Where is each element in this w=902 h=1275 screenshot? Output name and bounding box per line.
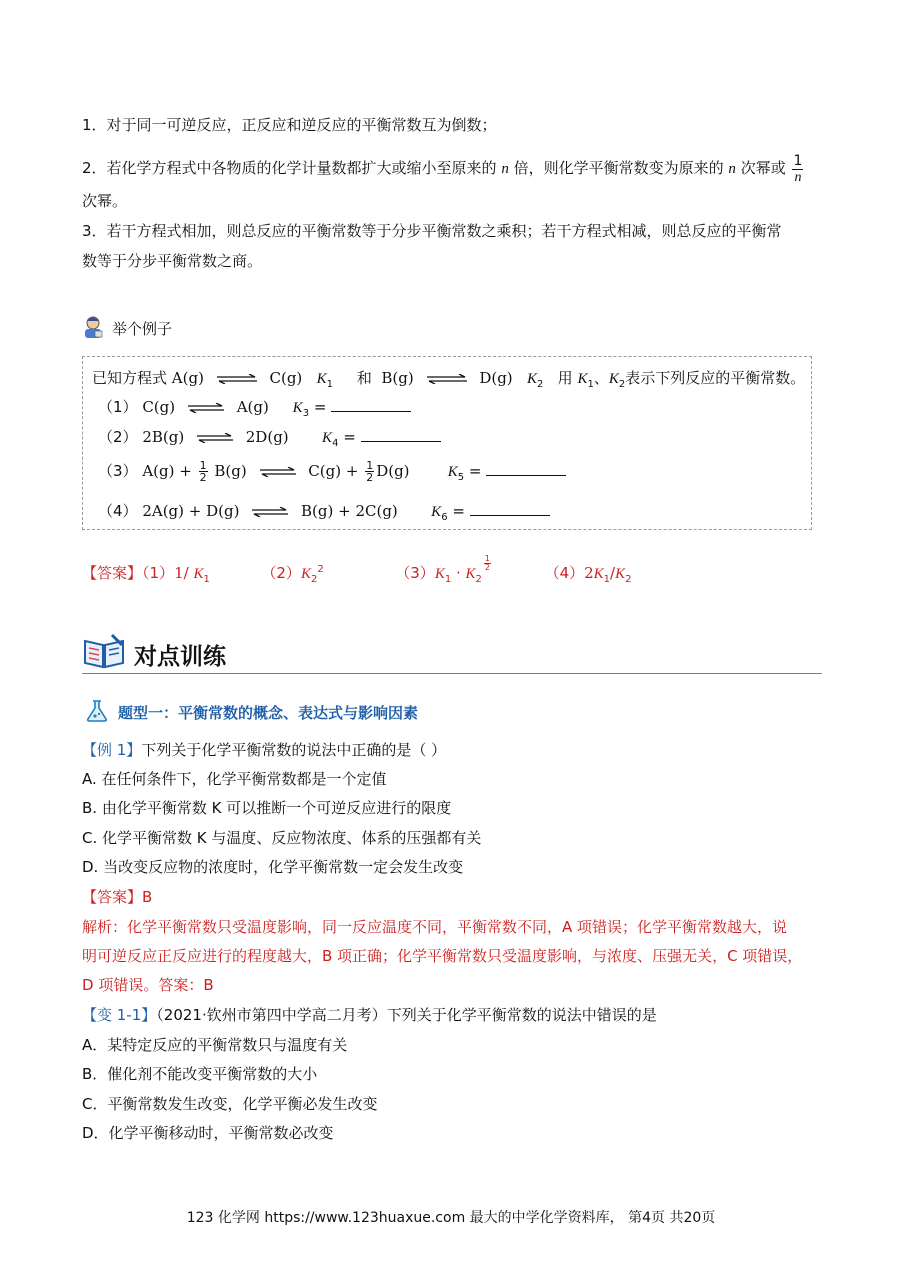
question-2 [98, 426, 441, 449]
ex1-option-c: C. 化学平衡常数 K 与温度、反应物浓度、体系的压强都有关 [82, 829, 482, 847]
k4-symbol: K [322, 430, 333, 446]
ex1-explanation-2: 明可逆反应正反应进行的程度越大，B 项正确；化学平衡常数只受温度影响，与浓度、压强无关，C 项错误， [82, 947, 803, 965]
n-symbol-2: n [728, 161, 736, 177]
k2-symbol: K [526, 371, 537, 387]
page-footer: 123 化学网 https://www.123huaxue.com 最大的中学化学资料库， 第4页 共20页 [186, 1210, 716, 1226]
ex1-tag: 【例 1】 [82, 741, 142, 759]
a1-val: 1/ [174, 564, 194, 582]
k4-blank[interactable] [361, 427, 441, 442]
use-k1: K [577, 371, 588, 387]
rule-2 [82, 153, 805, 186]
a4-k2-sub: 2 [625, 574, 632, 585]
k6-symbol: K [431, 504, 442, 520]
half-den: 2 [199, 471, 207, 484]
eq2-left: B(g) [381, 369, 414, 387]
type-title: 题型一：平衡常数的概念、表达式与影响因素 [118, 704, 419, 722]
var1-option-a: A．某特定反应的平衡常数只与温度有关 [82, 1036, 348, 1054]
q2-left: 2B(g) [142, 428, 185, 446]
half-fraction [199, 460, 208, 483]
eq1-right: C(g) [269, 369, 303, 387]
use-text-a: 用 [557, 369, 573, 387]
k3-eq: = [309, 398, 332, 416]
k5-blank[interactable] [486, 461, 566, 476]
ex1-answer: 【答案】B [82, 888, 153, 906]
a1-label: （1） [142, 564, 175, 582]
q3-d: D(g) [376, 462, 410, 480]
a3-exp [484, 555, 491, 572]
k5-sub: 5 [457, 472, 465, 483]
rule-2-pre: 2．若化学方程式中各物质的化学计量数都扩大或缩小至原来的 [82, 159, 497, 177]
ex1-stem-line [82, 739, 446, 760]
rule-2-post: 次幂或 [740, 159, 786, 177]
equilibrium-arrow-icon [186, 403, 226, 413]
k6-eq: = [447, 502, 470, 520]
k3-blank[interactable] [331, 397, 411, 412]
half-den-2: 2 [366, 471, 374, 484]
q3-c: C(g) + [308, 462, 359, 480]
ex1-option-b: B. 由化学平衡常数 K 可以推断一个可逆反应进行的限度 [82, 799, 452, 817]
a4-slash: / [610, 564, 616, 582]
book-icon [82, 633, 126, 673]
q4-left: 2A(g) + D(g) [142, 502, 240, 520]
a3-k2-sub: 2 [475, 574, 482, 585]
a2-sub: 2 [310, 574, 318, 585]
q4-right: B(g) + 2C(g) [301, 502, 398, 520]
k1-sub: 1 [326, 379, 333, 390]
flask-icon [84, 699, 110, 727]
n-symbol: n [501, 161, 509, 177]
k4-sub: 4 [332, 438, 339, 449]
a3-exp-num: 1 [484, 554, 490, 563]
ex1-option-d: D. 当改变反应物的浓度时，化学平衡常数一定会发生改变 [82, 858, 464, 876]
use-k2-sub: 2 [618, 379, 626, 390]
var1-option-c: C．平衡常数发生改变，化学平衡必发生改变 [82, 1095, 378, 1113]
a4-k1-sub: 1 [603, 574, 611, 585]
k3-sub: 3 [302, 408, 310, 419]
k3-symbol: K [292, 400, 303, 416]
use-k1-sub: 1 [587, 379, 594, 390]
equilibrium-arrow-icon [215, 374, 259, 384]
example-heading: 举个例子 [112, 320, 173, 338]
var1-tag: 【变 1-1】 [82, 1006, 157, 1024]
example-intro-line [92, 367, 805, 390]
use-sep: 、 [593, 369, 609, 387]
and-text: 和 [356, 369, 372, 387]
rule-2-mid: 倍，则化学平衡常数变为原来的 [513, 159, 724, 177]
a4-label: （4） [544, 564, 585, 582]
equilibrium-arrow-icon [195, 433, 235, 443]
ex1-stem: 下列关于化学平衡常数的说法中正确的是（ ） [141, 741, 447, 759]
answer-label: 【答案】 [82, 564, 143, 582]
k5-symbol: K [447, 464, 458, 480]
q1-label: （1） [98, 398, 138, 416]
q1-left: C(g) [142, 398, 176, 416]
rule-3a: 3．若干方程式相加，则总反应的平衡常数等于分步平衡常数之乘积；若干方程式相减，则总反应的平衡常 [82, 222, 782, 240]
section-title: 对点训练 [134, 644, 226, 670]
q3-b: B(g) [214, 462, 247, 480]
a4-k1: K [593, 566, 604, 582]
k6-sub: 6 [441, 512, 448, 523]
q3-label: （3） [98, 462, 138, 480]
k4-eq: = [338, 428, 361, 446]
answer-line [82, 555, 632, 585]
q4-label: （4） [98, 502, 138, 520]
k5-eq: = [464, 462, 487, 480]
a4-k2: K [615, 566, 626, 582]
student-icon [82, 315, 104, 343]
use-k2: K [608, 371, 619, 387]
a3-dot: · [451, 564, 466, 582]
a3-k1: K [434, 566, 445, 582]
var1-option-b: B．催化剂不能改变平衡常数的大小 [82, 1065, 318, 1083]
k2-sub: 2 [536, 379, 544, 390]
a3-k1-sub: 1 [444, 574, 452, 585]
ex1-option-a: A. 在任何条件下，化学平衡常数都是一个定值 [82, 770, 387, 788]
a3-label: （3） [395, 564, 435, 582]
equilibrium-arrow-icon [250, 507, 290, 517]
a2-label: （2） [261, 564, 301, 582]
question-1 [98, 396, 411, 419]
k1-symbol: K [316, 371, 327, 387]
var1-stem: （2021·钦州市第四中学高二月考）下列关于化学平衡常数的说法中错误的是 [156, 1006, 657, 1024]
half-num-2: 1 [366, 459, 374, 472]
a1-sub: 1 [203, 574, 210, 585]
eq2-right: D(g) [479, 369, 513, 387]
a2-sq: 2 [317, 564, 324, 575]
q2-right: 2D(g) [245, 428, 289, 446]
equilibrium-arrow-icon [258, 467, 298, 477]
ex1-explanation-1: 解析：化学平衡常数只受温度影响，同一反应温度不同，平衡常数不同，A 项错误；化学平衡常数越大，说 [82, 918, 788, 936]
a2-k: K [300, 566, 311, 582]
one-over-n [792, 153, 803, 186]
intro-text: 已知方程式 [92, 369, 168, 387]
a3-exp-den: 2 [484, 563, 490, 572]
frac-den: n [794, 170, 802, 185]
rule-3b: 数等于分步平衡常数之商。 [82, 252, 263, 270]
section-divider [82, 673, 822, 674]
half-fraction-2 [365, 460, 374, 483]
use-text-b: 表示下列反应的平衡常数。 [625, 369, 806, 387]
question-3 [98, 460, 566, 483]
var1-stem-line [82, 1004, 657, 1025]
question-4 [98, 500, 550, 523]
a3-k2: K [465, 566, 476, 582]
rule-1: 1．对于同一可逆反应，正反应和逆反应的平衡常数互为倒数； [82, 116, 497, 134]
rule-2-cont: 次幂。 [82, 192, 128, 210]
q2-label: （2） [98, 428, 138, 446]
frac-num: 1 [793, 153, 803, 169]
var1-option-d: D．化学平衡移动时，平衡常数必改变 [82, 1124, 334, 1142]
a1-k: K [193, 566, 204, 582]
k6-blank[interactable] [470, 501, 550, 516]
q3-a: A(g) + [142, 462, 192, 480]
half-num: 1 [199, 459, 207, 472]
eq1-left: A(g) [171, 369, 204, 387]
a4-val: 2 [584, 564, 594, 582]
equilibrium-arrow-icon [425, 374, 469, 384]
q1-right: A(g) [236, 398, 269, 416]
ex1-explanation-3: D 项错误。答案：B [82, 976, 214, 994]
